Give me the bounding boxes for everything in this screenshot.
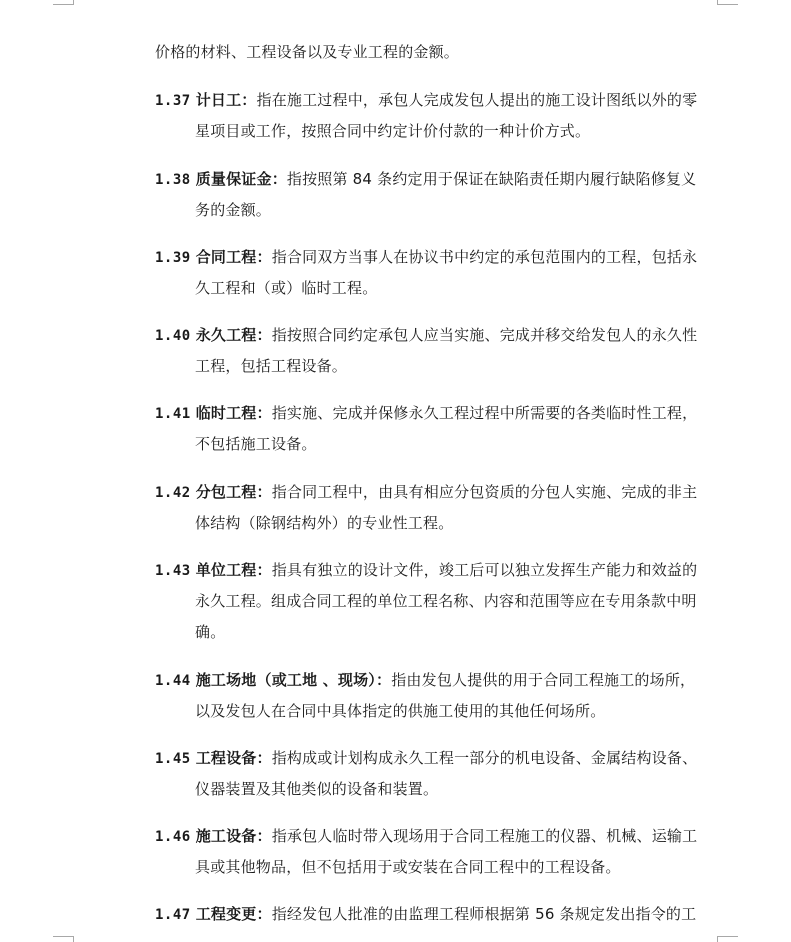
clause-text: 指具有独立的设计文件，竣工后可以独立发挥生产能力和效益的 (271, 561, 698, 579)
clause-text-continued: 务的金额。 (195, 201, 272, 219)
clause-number: 1.45 (155, 751, 191, 767)
clause-term: 计日工： (195, 91, 257, 109)
crop-mark-top-right (717, 0, 738, 5)
clause-text: 指合同工程中，由具有相应分包资质的分包人实施、完成的非主 (271, 483, 698, 501)
clause-text-continued: 确。 (195, 623, 226, 641)
clause-text-continued: 不包括施工设备。 (195, 435, 317, 453)
clause-1-42 (155, 482, 697, 503)
clause-number: 1.41 (155, 406, 191, 422)
clause-1-45 (155, 748, 697, 769)
crop-mark-bottom-left (53, 936, 74, 942)
clause-1-43 (155, 560, 697, 581)
clause-text-continued: 以及发包人在合同中具体指定的供施工使用的其他任何场所。 (195, 702, 606, 720)
clause-text-continued: 工程，包括工程设备。 (195, 357, 348, 375)
clause-term: 永久工程： (195, 326, 272, 344)
clause-term: 施工场地（或工地 、现场）： (195, 671, 392, 689)
clause-term: 单位工程： (195, 561, 272, 579)
clause-number: 1.44 (155, 673, 191, 689)
clause-number: 1.46 (155, 829, 191, 845)
clause-text-continued: 星项目或工作，按照合同中约定计价付款的一种计价方式。 (195, 122, 591, 140)
clause-term: 工程设备： (195, 749, 272, 767)
clause-number: 1.43 (155, 563, 191, 579)
clause-1-40 (155, 325, 697, 346)
clause-text: 指按照合同约定承包人应当实施、完成并移交给发包人的永久性 (271, 326, 698, 344)
clause-text-continued: 久工程和（或）临时工程。 (195, 279, 378, 297)
clause-text-continued: 体结构（除钢结构外）的专业性工程。 (195, 514, 454, 532)
clause-text: 指按照第 84 条约定用于保证在缺陷责任期内履行缺陷修复义 (286, 170, 697, 188)
clause-text: 指实施、完成并保修永久工程过程中所需要的各类临时性工程， (271, 404, 698, 422)
clause-text: 指由发包人提供的用于合同工程施工的场所， (391, 671, 696, 689)
clause-number: 1.47 (155, 907, 191, 923)
clause-text: 指合同双方当事人在协议书中约定的承包范围内的工程，包括永 (271, 248, 698, 266)
clause-term: 工程变更： (195, 905, 272, 923)
crop-mark-bottom-right (717, 936, 738, 942)
clause-text: 指在施工过程中，承包人完成发包人提出的施工设计图纸以外的零 (256, 91, 698, 109)
clause-term: 合同工程： (195, 248, 272, 266)
clause-number: 1.38 (155, 172, 191, 188)
clause-text: 指构成或计划构成永久工程一部分的机电设备、金属结构设备、 (271, 749, 698, 767)
clause-number: 1.37 (155, 93, 191, 109)
clause-term: 分包工程： (195, 483, 272, 501)
clause-term: 质量保证金： (195, 170, 287, 188)
clause-1-38 (155, 169, 696, 190)
clause-number: 1.40 (155, 328, 191, 344)
clause-1-46 (155, 826, 697, 847)
clause-1-37 (155, 90, 697, 111)
clause-text: 指经发包人批准的由监理工程师根据第 56 条规定发出指令的工 (271, 905, 697, 923)
clause-number: 1.39 (155, 250, 191, 266)
clause-term: 施工设备： (195, 827, 272, 845)
intro-line: 价格的材料、工程设备以及专业工程的金额。 (155, 43, 460, 61)
crop-mark-top-left (53, 0, 74, 5)
clause-text-continued: 仪器装置及其他类似的设备和装置。 (195, 780, 439, 798)
clause-text: 指承包人临时带入现场用于合同工程施工的仪器、机械、运输工 (271, 827, 698, 845)
clause-1-41 (155, 403, 697, 424)
clause-1-44 (155, 670, 695, 691)
clause-text-continued: 具或其他物品，但不包括用于或安装在合同工程中的工程设备。 (195, 858, 621, 876)
clause-1-47 (155, 904, 696, 925)
clause-term: 临时工程： (195, 404, 272, 422)
clause-text-continued: 永久工程。组成合同工程的单位工程名称、内容和范围等应在专用条款中明 (195, 592, 697, 610)
clause-number: 1.42 (155, 485, 191, 501)
clause-1-39 (155, 247, 697, 268)
